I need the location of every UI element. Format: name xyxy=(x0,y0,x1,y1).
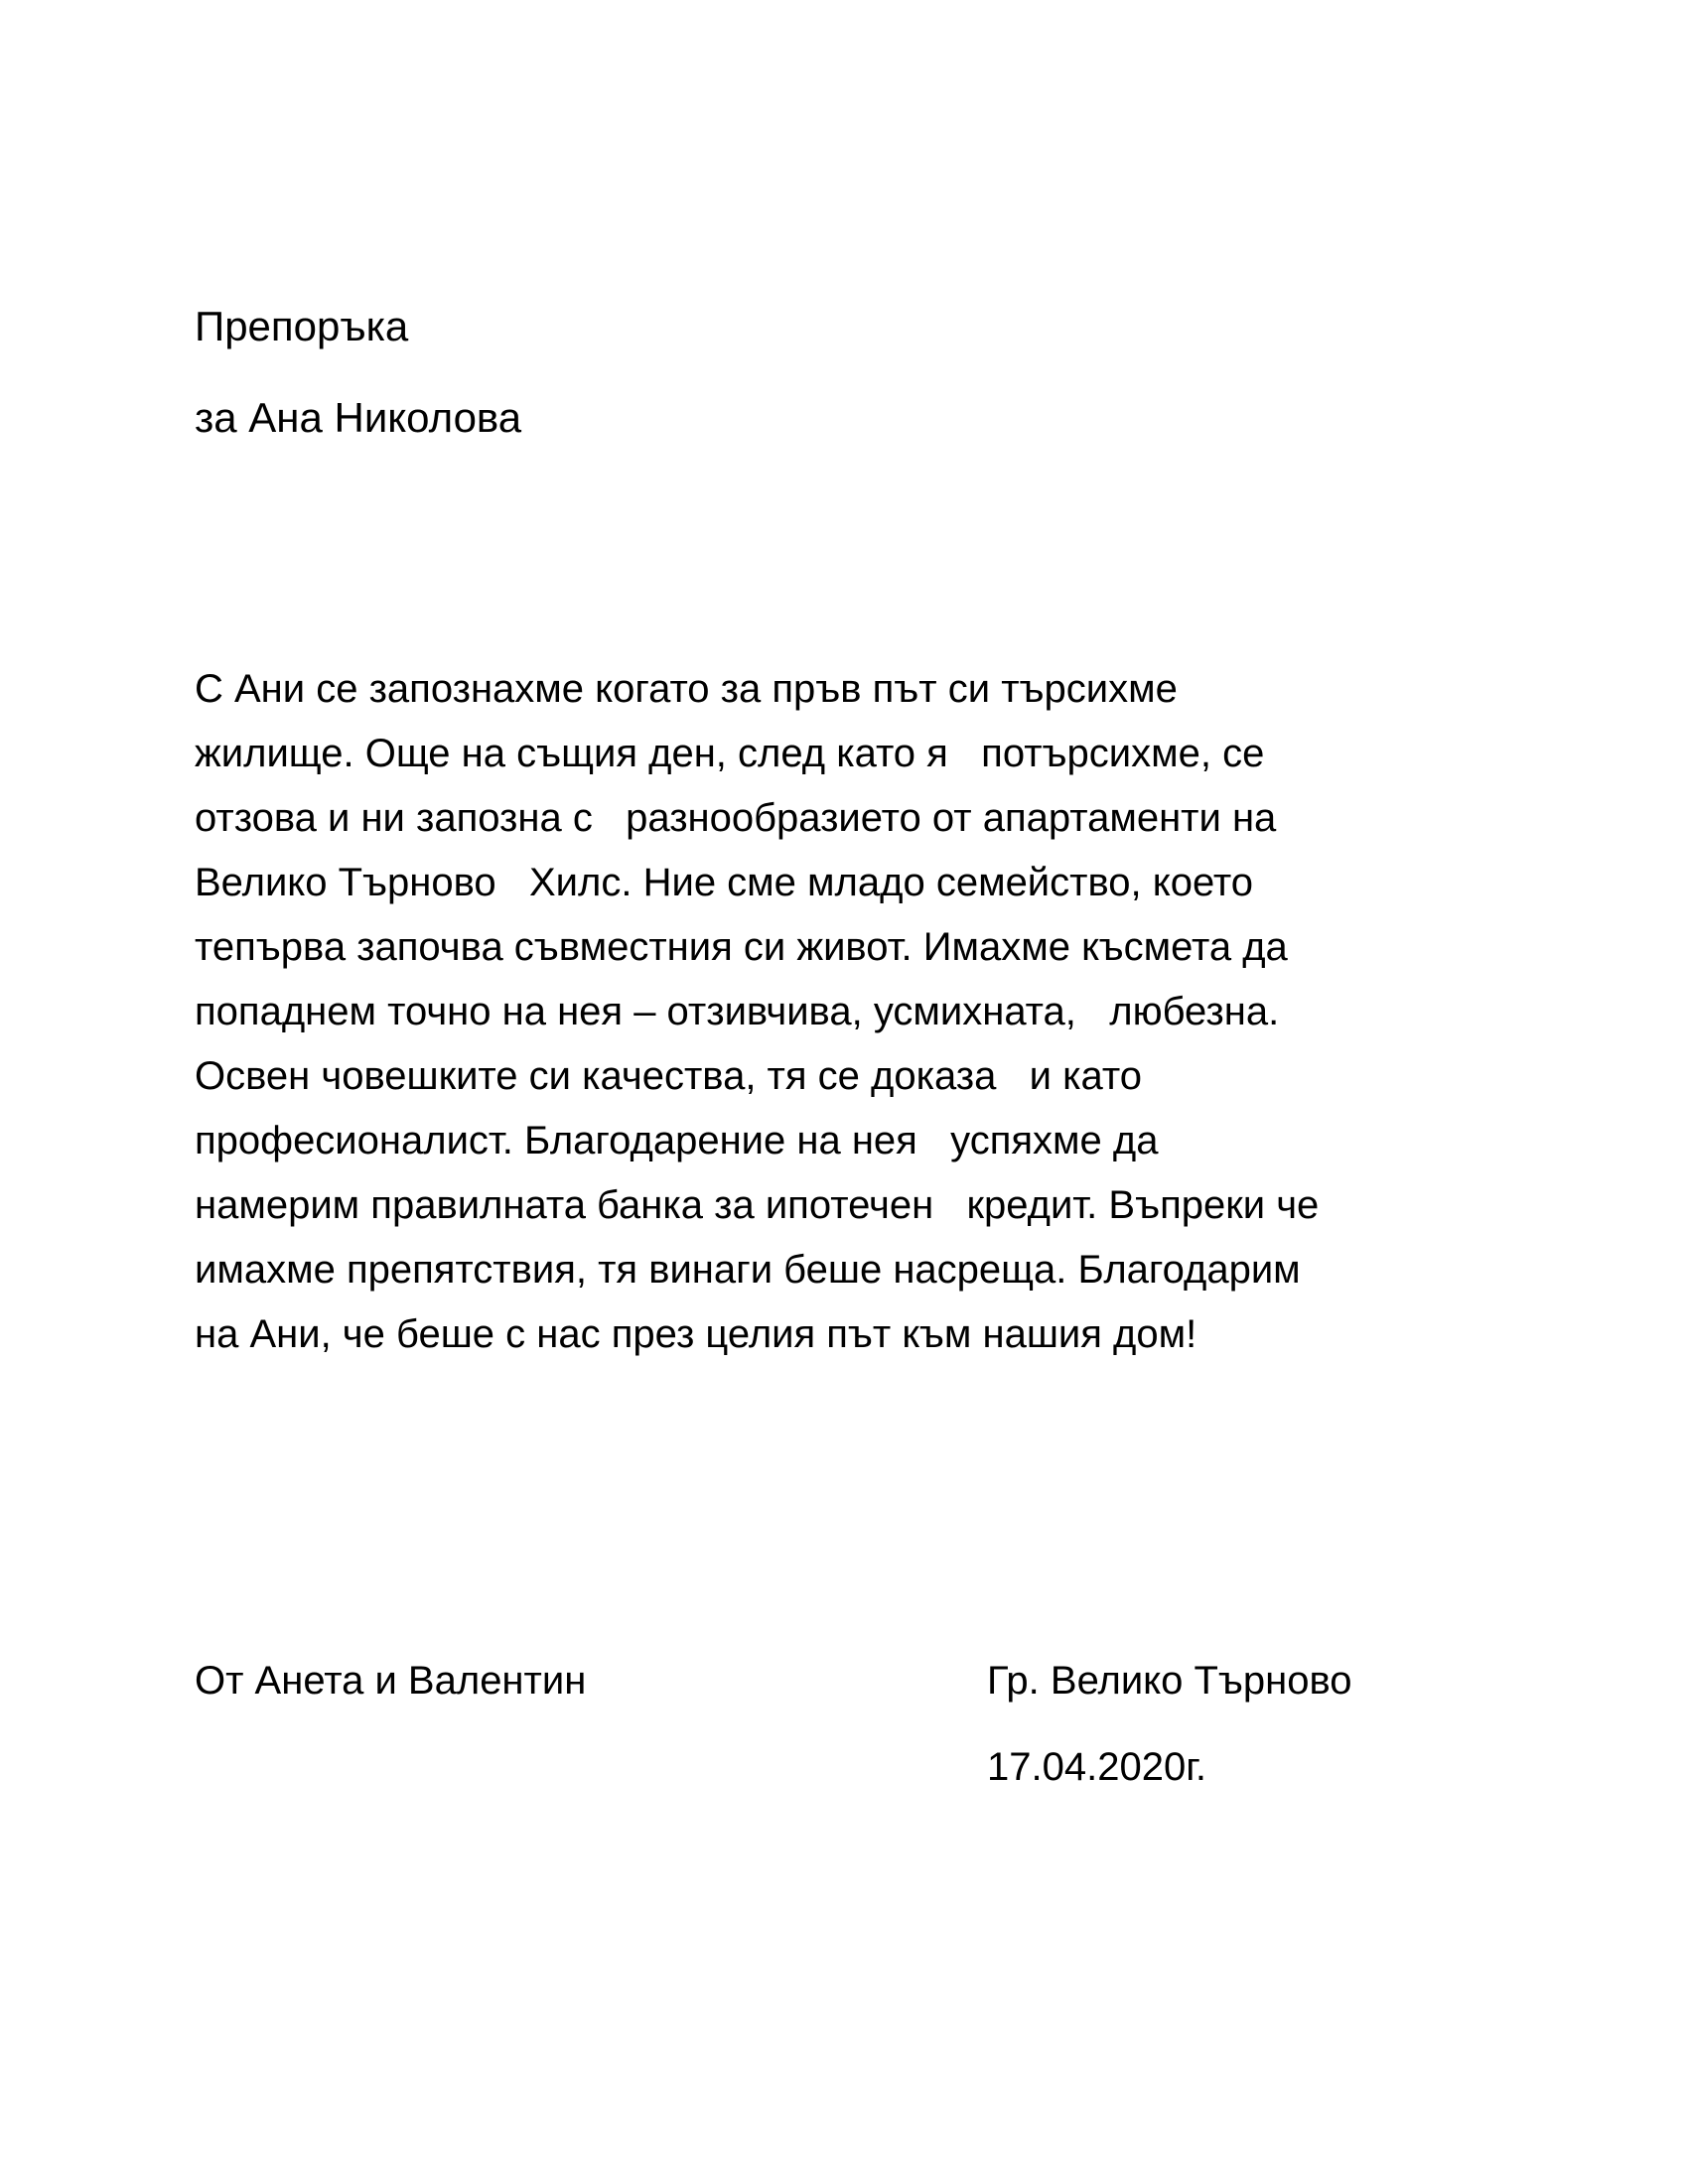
body-line: намерим правилната банка за ипотечен кредит. Въпреки че xyxy=(195,1183,1320,1227)
signature: От Анета и Валентин xyxy=(195,1659,587,1703)
place: Гр. Велико Търново xyxy=(987,1659,1352,1703)
body-line: отзова и ни запозна с разнообразието от апартаменти на xyxy=(195,796,1277,840)
body-line: С Ани се запознахме когато за пръв път си търсихме xyxy=(195,667,1178,711)
date: 17.04.2020г. xyxy=(987,1745,1207,1789)
body-line: Велико Търново Хилс. Ние сме младо семейство, което xyxy=(195,861,1253,904)
body-line: попаднем точно на нея – отзивчива, усмихната, любезна. xyxy=(195,990,1280,1033)
document-title: Препоръка xyxy=(195,303,409,349)
body-line: имахме препятствия, тя винаги беше насреща. Благодарим xyxy=(195,1248,1301,1292)
document-subtitle: за Ана Николова xyxy=(195,394,522,441)
body-line: професионалист. Благодарение на нея успяхме да xyxy=(195,1119,1159,1162)
body-line: тепърва започва съвместния си живот. Имахме късмета да xyxy=(195,925,1288,969)
body-line: жилище. Още на същия ден, след като я потърсихме, се xyxy=(195,732,1265,775)
body-line: на Ани, че беше с нас през целия път към нашия дом! xyxy=(195,1312,1197,1356)
body-line: Освен човешките си качества, тя се доказа и като xyxy=(195,1054,1143,1098)
